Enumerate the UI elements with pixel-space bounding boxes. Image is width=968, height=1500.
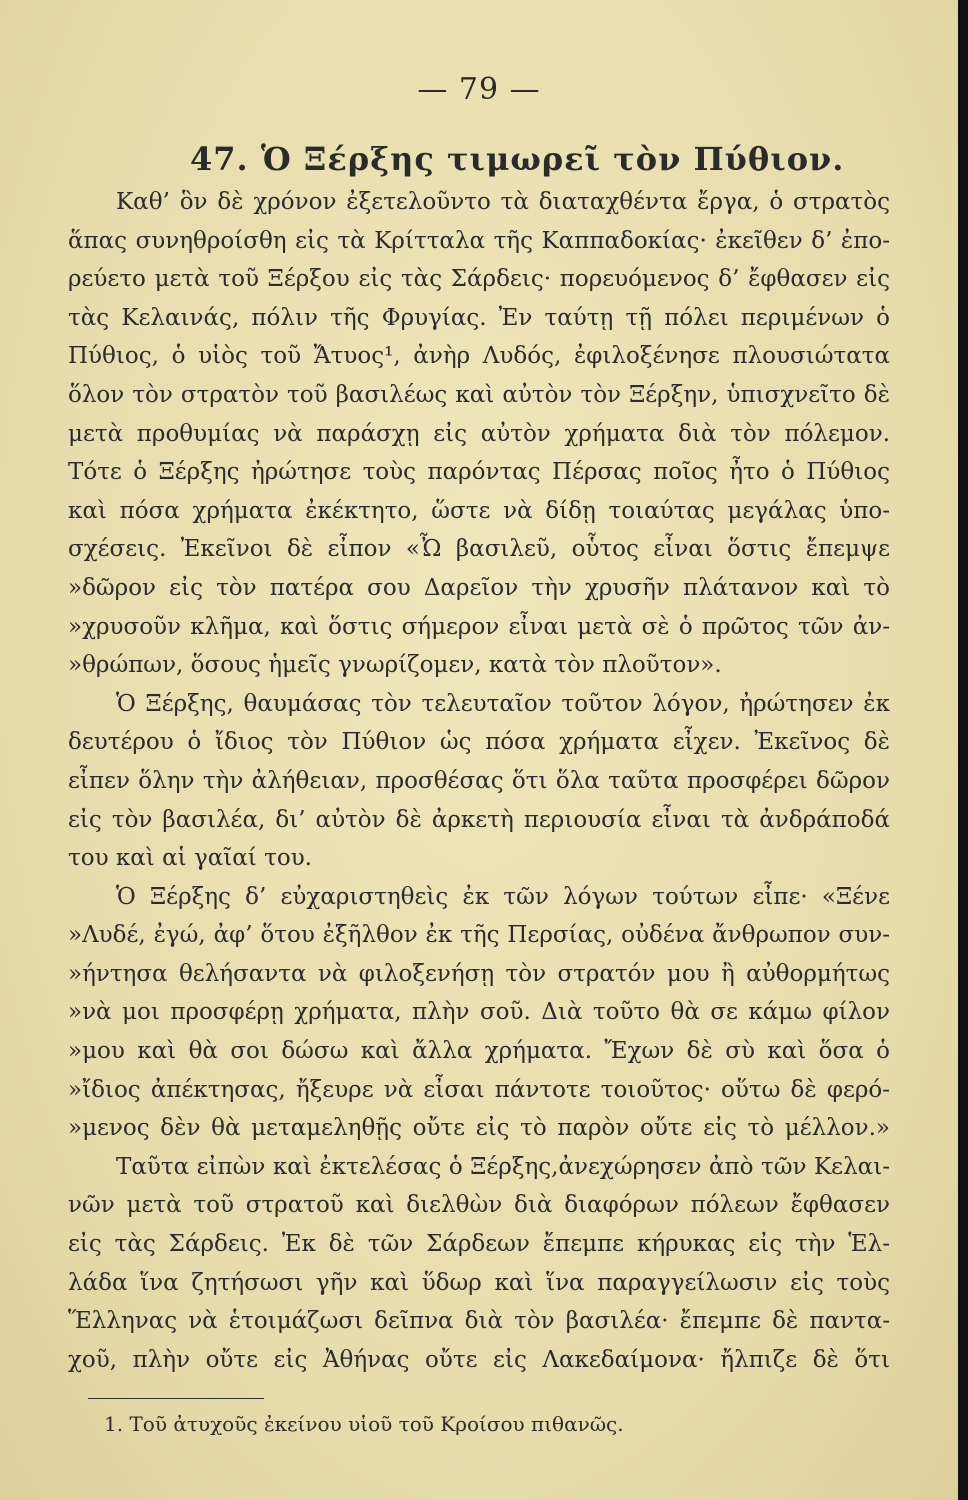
text-line: εἶπεν ὅλην τὴν ἀλήθειαν, προσθέσας ὅτι ὅλα ταῦτα προσφέρει δῶρον [68, 767, 890, 794]
text-line: τὰς Κελαινάς, πόλιν τῆς Φρυγίας. Ἐν ταύτῃ τῇ πόλει περιμένων ὁ [68, 304, 890, 331]
text-line: Ταῦτα εἰπὼν καὶ ἐκτελέσας ὁ Ξέρξης,ἀνεχώρησεν ἀπὸ τῶν Κελαι- [116, 1153, 890, 1180]
chapter-title: 47. Ὁ Ξέρξης τιμωρεῖ τὸν Πύθιον. [190, 140, 845, 178]
text-line: »θρώπων, ὅσους ἡμεῖς γνωρίζομεν, κατὰ τὸν πλοῦτον». [68, 652, 722, 679]
text-line: Ἕλληνας νὰ ἑτοιμάζωσι δεῖπνα διὰ τὸν βασιλέα· ἔπεμπε δὲ παντα- [68, 1308, 890, 1335]
text-line: εἰς τὰς Σάρδεις. Ἐκ δὲ τῶν Σάρδεων ἔπεμπε κήρυκας εἰς τὴν Ἑλ- [68, 1231, 890, 1258]
page-edge [958, 0, 968, 1500]
text-line: Ὁ Ξέρξης δ’ εὐχαριστηθεὶς ἐκ τῶν λόγων τούτων εἶπε· «Ξένε [116, 883, 890, 910]
text-line: Καθ’ ὃν δὲ χρόνον ἐξετελοῦντο τὰ διαταχθέντα ἔργα, ὁ στρατὸς [116, 189, 890, 215]
footnote-rule [88, 1398, 264, 1399]
page-number: — 79 — [417, 72, 541, 107]
text-line: »ήντησα θελήσαντα νὰ φιλοξενήσῃ τὸν στρατόν μου ἢ αὐθορμήτως [68, 960, 890, 987]
body-text [68, 183, 890, 1379]
text-line: »νὰ μοι προσφέρῃ χρήματα, πλὴν σοῦ. Διὰ τοῦτο θὰ σε κάμω φίλον [68, 999, 890, 1026]
text-line: εἰς τὸν βασιλέα, δι’ αὐτὸν δὲ ἀρκετὴ περιουσία εἶναι τὰ ἀνδράποδά [68, 806, 890, 833]
text-line: »μενος δὲν θὰ μεταμεληθῇς οὔτε εἰς τὸ παρὸν οὔτε εἰς τὸ μέλλον.» [68, 1115, 890, 1142]
text-line: Ὁ Ξέρξης, θαυμάσας τὸν τελευταῖον τοῦτον λόγον, ἠρώτησεν ἐκ [116, 690, 890, 717]
text-line: δευτέρου ὁ ἴδιος τὸν Πύθιον ὡς πόσα χρήματα εἶχεν. Ἐκεῖνος δὲ [68, 729, 890, 756]
text-line: λάδα ἵνα ζητήσωσι γῆν καὶ ὕδωρ καὶ ἵνα παραγγείλωσιν εἰς τοὺς [68, 1269, 890, 1296]
text-line: Τότε ὁ Ξέρξης ἠρώτησε τοὺς παρόντας Πέρσας ποῖος ἦτο ὁ Πύθιος [68, 459, 890, 486]
text-line: ἅπας συνηθροίσθη εἰς τὰ Κρίτταλα τῆς Καππαδοκίας· ἐκεῖθεν δ’ ἐπο- [68, 227, 890, 254]
text-line: νῶν μετὰ τοῦ στρατοῦ καὶ διελθὼν διὰ διαφόρων πόλεων ἔφθασεν [68, 1192, 890, 1219]
text-line: ὅλον τὸν στρατὸν τοῦ βασιλέως καὶ αὐτὸν τὸν Ξέρξην, ὑπισχνεῖτο δὲ [68, 381, 890, 408]
text-line: »χρυσοῦν κλῆμα, καὶ ὅστις σήμερον εἶναι μετὰ σὲ ὁ πρῶτος τῶν ἀν- [68, 613, 890, 640]
text-line: μετὰ προθυμίας νὰ παράσχῃ εἰς αὐτὸν χρήματα διὰ τὸν πόλεμον. [68, 420, 890, 447]
text-line: Πύθιος, ὁ υἱὸς τοῦ Ἄτυος¹, ἀνὴρ Λυδός, ἐφιλοξένησε πλουσιώτατα [68, 343, 890, 370]
text-line: »ἴδιος ἀπέκτησας, ἤξευρε νὰ εἶσαι πάντοτε τοιοῦτος· οὕτω δὲ φερό- [68, 1076, 890, 1103]
text-line: »μου καὶ θὰ σοι δώσω καὶ ἄλλα χρήματα. Ἔχων δὲ σὺ καὶ ὅσα ὁ [68, 1038, 890, 1065]
text-line: ρεύετο μετὰ τοῦ Ξέρξου εἰς τὰς Σάρδεις· πορευόμενος δ’ ἔφθασεν εἰς [68, 266, 890, 293]
text-line: »δῶρον εἰς τὸν πατέρα σου Δαρεῖον τὴν χρυσῆν πλάτανον καὶ τὸ [68, 574, 890, 601]
text-line: σχέσεις. Ἐκεῖνοι δὲ εἶπον «Ὦ βασιλεῦ, οὗτος εἶναι ὅστις ἔπεμψε [68, 536, 890, 563]
text-line: του καὶ αἱ γαῖαί του. [68, 845, 312, 872]
text-line: »Λυδέ, ἐγώ, ἀφ’ ὅτου ἐξῆλθον ἐκ τῆς Περσίας, οὐδένα ἄνθρωπον συν- [68, 922, 890, 949]
text-line: χοῦ, πλὴν οὔτε εἰς Ἀθήνας οὔτε εἰς Λακεδαίμονα· ἤλπιζε δὲ ὅτι [68, 1346, 890, 1373]
text-line: καὶ πόσα χρήματα ἐκέκτητο, ὥστε νὰ δίδῃ τοιαύτας μεγάλας ὑπο- [68, 497, 890, 524]
footnote: 1. Τοῦ ἀτυχοῦς ἐκείνου υἱοῦ τοῦ Κροίσου πιθανῶς. [104, 1412, 624, 1436]
